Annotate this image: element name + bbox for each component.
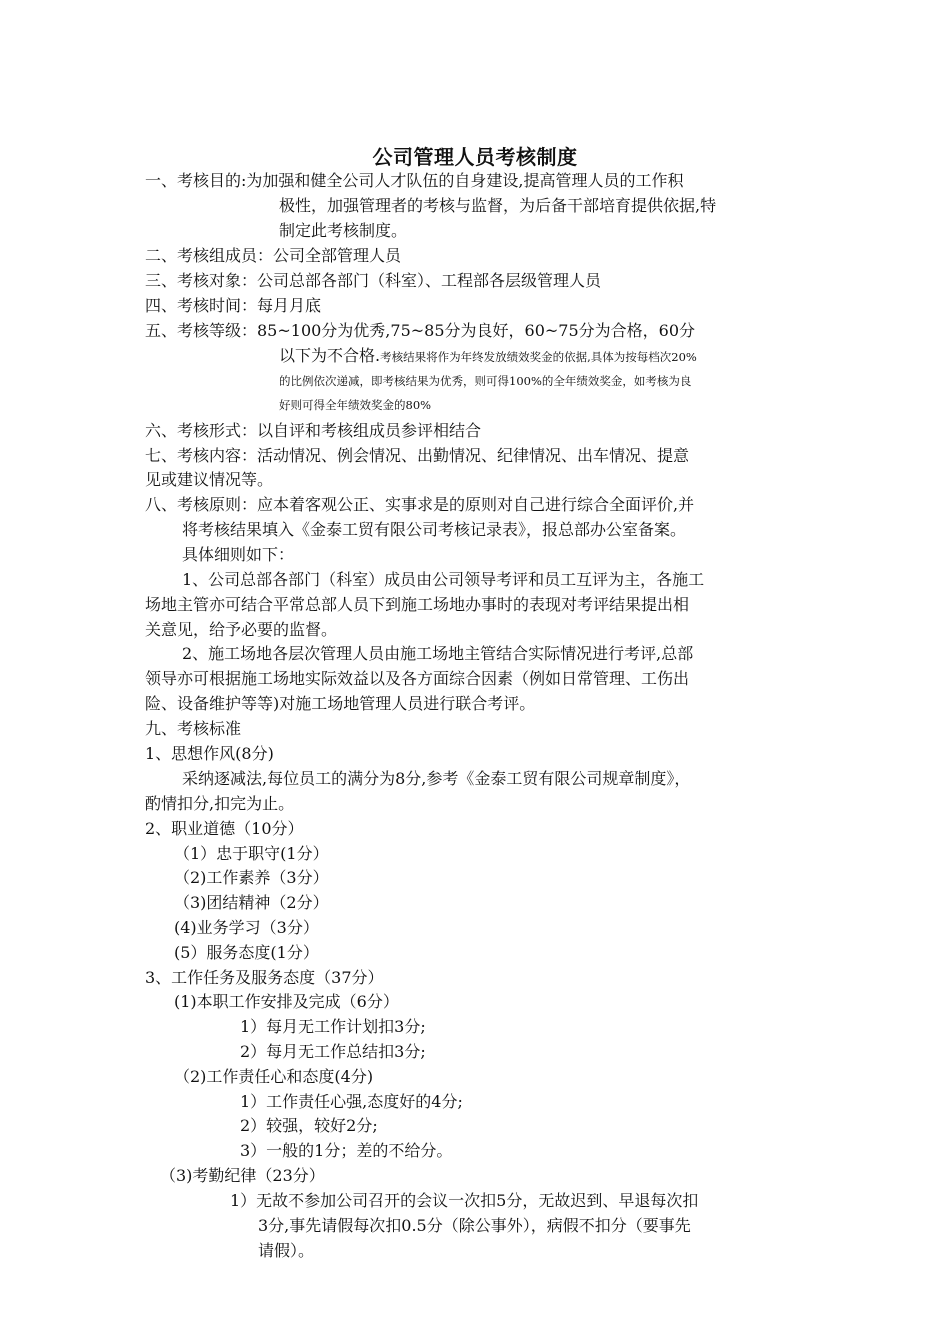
rule-1-line2: 场地主管亦可结合平常总部人员下到施工场地办事时的表现对考评结果提出相	[145, 595, 690, 614]
criterion-3-sub-2-item-3: 3）一般的1分；差的不给分。	[240, 1141, 453, 1160]
section-grades-line2-note: 考核结果将作为年终发放绩效奖金的依据,具体为按每档次20%	[380, 350, 697, 364]
criterion-3-sub-2-item-2: 2）较强，较好2分;	[240, 1116, 378, 1135]
criterion-1-line2: 酌情扣分,扣完为止。	[145, 794, 295, 813]
criterion-2-item-5: (5）服务态度(1分）	[174, 943, 319, 962]
section-standards: 九、考核标准	[145, 719, 242, 738]
criterion-1-heading: 1、思想作风(8分)	[145, 744, 274, 763]
section-purpose-line2: 极性，加强管理者的考核与监督，为后备干部培育提供依据,特	[279, 196, 717, 215]
section-purpose-line3: 制定此考核制度。	[279, 221, 408, 240]
section-time: 四、考核时间：每月月底	[145, 296, 322, 315]
section-form: 六、考核形式：以自评和考核组成员参评相结合	[145, 421, 482, 440]
section-grades-note-line3: 的比例依次递减，即考核结果为优秀，则可得100%的全年绩效奖金，如考核为良	[279, 374, 692, 388]
criterion-2-item-3: （3)团结精神（2分）	[174, 893, 329, 912]
criterion-3-sub-2-item-1: 1）工作责任心强,态度好的4分;	[240, 1092, 463, 1111]
section-purpose-line1: 一、考核目的:为加强和健全公司人才队伍的自身建设,提高管理人员的工作积	[145, 171, 684, 190]
rule-2-line1: 2、施工场地各层次管理人员由施工场地主管结合实际情况进行考评,总部	[182, 644, 694, 663]
criterion-1-line1: 采纳逐减法,每位员工的满分为8分,参考《金泰工贸有限公司规章制度》，	[182, 769, 691, 788]
section-principle-line1: 八、考核原则：应本着客观公正、实事求是的原则对自己进行综合全面评价,并	[145, 495, 695, 514]
rule-1-line3: 关意见，给予必要的监督。	[145, 620, 338, 639]
criterion-3-sub-1-item-1: 1）每月无工作计划扣3分;	[240, 1017, 426, 1036]
criterion-3-sub-2: （2)工作责任心和态度(4分)	[174, 1067, 374, 1086]
section-principle-line2: 将考核结果填入《金泰工贸有限公司考核记录表》，报总部办公室备案。	[182, 520, 687, 539]
criterion-3-sub-3-item-1-line2: 3分,事先请假每次扣0.5分（除公事外），病假不扣分（要事先	[258, 1216, 691, 1235]
section-members: 二、考核组成员：公司全部管理人员	[145, 246, 402, 265]
section-content-line1: 七、考核内容：活动情况、例会情况、出勤情况、纪律情况、出车情况、提意	[145, 446, 690, 465]
section-grades-line1: 五、考核等级：85~100分为优秀,75~85分为良好，60~75分为合格，60分	[145, 321, 696, 340]
criterion-2-heading: 2、职业道德（10分）	[145, 819, 304, 838]
section-grades-line2	[279, 344, 697, 369]
section-content-line2: 见或建议情况等。	[145, 470, 274, 489]
rule-2-line2: 领导亦可根据施工场地实际效益以及各方面综合因素（例如日常管理、工伤出	[145, 669, 690, 688]
criterion-3-sub-3-item-1-line1: 1）无故不参加公司召开的会议一次扣5分，无故迟到、早退每次扣	[230, 1191, 699, 1210]
criterion-2-item-4: (4)业务学习（3分）	[174, 918, 319, 937]
section-grades-note-line4: 好则可得全年绩效奖金的80%	[279, 398, 432, 412]
section-targets: 三、考核对象：公司总部各部门（科室）、工程部各层级管理人员	[145, 271, 602, 290]
rule-2-line3: 险、设备维护等等)对施工场地管理人员进行联合考评。	[145, 694, 536, 713]
section-grades-line2-main: 以下为不合格.	[279, 346, 381, 365]
criterion-2-item-1: （1）忠于职守(1分）	[174, 844, 329, 863]
criterion-3-sub-3-item-1-line3: 请假）。	[258, 1241, 315, 1260]
document-title: 公司管理人员考核制度	[372, 145, 578, 169]
criterion-3-sub-3: （3)考勤纪律（23分）	[160, 1166, 325, 1185]
section-principle-line3: 具体细则如下：	[182, 545, 295, 564]
criterion-2-item-2: （2)工作素养（3分）	[174, 868, 329, 887]
criterion-3-sub-1-item-2: 2）每月无工作总结扣3分;	[240, 1042, 426, 1061]
criterion-3-heading: 3、工作任务及服务态度（37分）	[145, 968, 384, 987]
rule-1-line1: 1、公司总部各部门（科室）成员由公司领导考评和员工互评为主，各施工	[182, 570, 705, 589]
criterion-3-sub-1: (1)本职工作安排及完成（6分）	[174, 992, 399, 1011]
